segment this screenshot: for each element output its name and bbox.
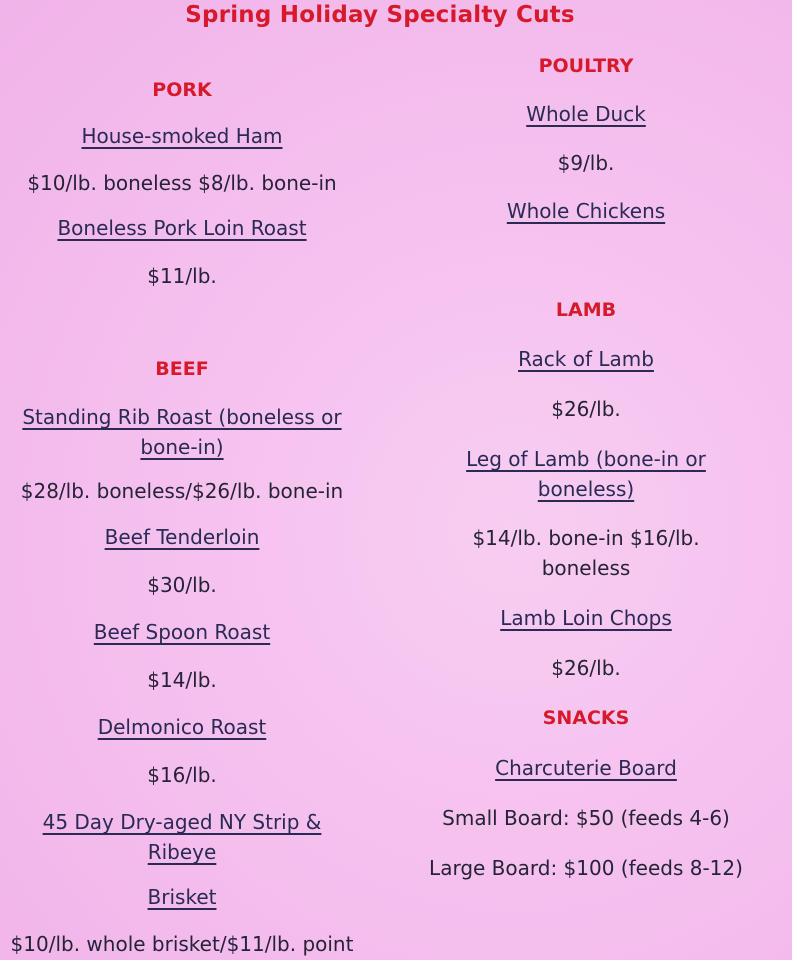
pork-heading: PORK: [152, 79, 212, 101]
large-board-price: Large Board: $100 (feeds 8-12): [429, 856, 743, 880]
dry-aged-name: 45 Day Dry-aged NY Strip & Ribeye: [42, 810, 322, 864]
menu-item-chickens: [400, 197, 772, 226]
beef-heading: BEEF: [155, 358, 209, 380]
leg-price: $14/lb. bone-in $16/lb. boneless: [472, 526, 700, 580]
duck-price: $9/lb.: [557, 151, 615, 175]
menu-item-spoon-roast: [0, 618, 364, 647]
chickens-name: Whole Chickens: [506, 199, 666, 223]
pork-loin-price: $11/lb.: [147, 264, 217, 288]
menu-item-delmonico: [0, 713, 364, 742]
menu-item-duck: [400, 100, 772, 129]
poultry-heading: POULTRY: [538, 55, 634, 77]
delmonico-name: Delmonico Roast: [97, 715, 267, 739]
menu-item-rack: [400, 345, 772, 374]
menu-item-rib-roast: [8, 402, 356, 462]
small-board-price: Small Board: $50 (feeds 4-6): [442, 806, 730, 830]
menu-item-tenderloin: [0, 523, 364, 552]
pork-loin-name: Boneless Pork Loin Roast: [57, 216, 307, 240]
ham-name: House-smoked Ham: [81, 124, 283, 148]
brisket-price: $10/lb. whole brisket/$11/lb. point: [10, 932, 354, 956]
charcuterie-name: Charcuterie Board: [495, 756, 677, 780]
tenderloin-price: $30/lb.: [147, 573, 217, 597]
leg-name: Leg of Lamb (bone-in or boneless): [466, 447, 706, 501]
snacks-heading: SNACKS: [542, 707, 630, 729]
rib-roast-price: $28/lb. boneless/$26/lb. bone-in: [20, 479, 344, 503]
menu-item-chops: [400, 604, 772, 633]
menu-item-pork-loin: [0, 214, 364, 243]
ham-price: $10/lb. boneless $8/lb. bone-in: [27, 171, 337, 195]
duck-name: Whole Duck: [526, 102, 646, 126]
tenderloin-name: Beef Tenderloin: [104, 525, 260, 549]
menu-item-brisket: [0, 883, 364, 912]
chops-price: $26/lb.: [551, 656, 621, 680]
brisket-name: Brisket: [147, 885, 217, 909]
menu-item-leg: [440, 444, 732, 504]
menu-item-ham: [0, 122, 364, 151]
chops-name: Lamb Loin Chops: [500, 606, 672, 630]
menu-item-dry-aged: [26, 807, 338, 867]
rack-name: Rack of Lamb: [518, 347, 654, 371]
rib-roast-name: Standing Rib Roast (boneless or bone-in): [22, 405, 342, 459]
delmonico-price: $16/lb.: [147, 763, 217, 787]
spoon-roast-price: $14/lb.: [147, 668, 217, 692]
lamb-heading: LAMB: [555, 299, 617, 321]
rack-price: $26/lb.: [551, 397, 621, 421]
menu-item-charcuterie: [400, 754, 772, 783]
page-title: Spring Holiday Specialty Cuts: [185, 2, 575, 28]
spoon-roast-name: Beef Spoon Roast: [93, 620, 271, 644]
